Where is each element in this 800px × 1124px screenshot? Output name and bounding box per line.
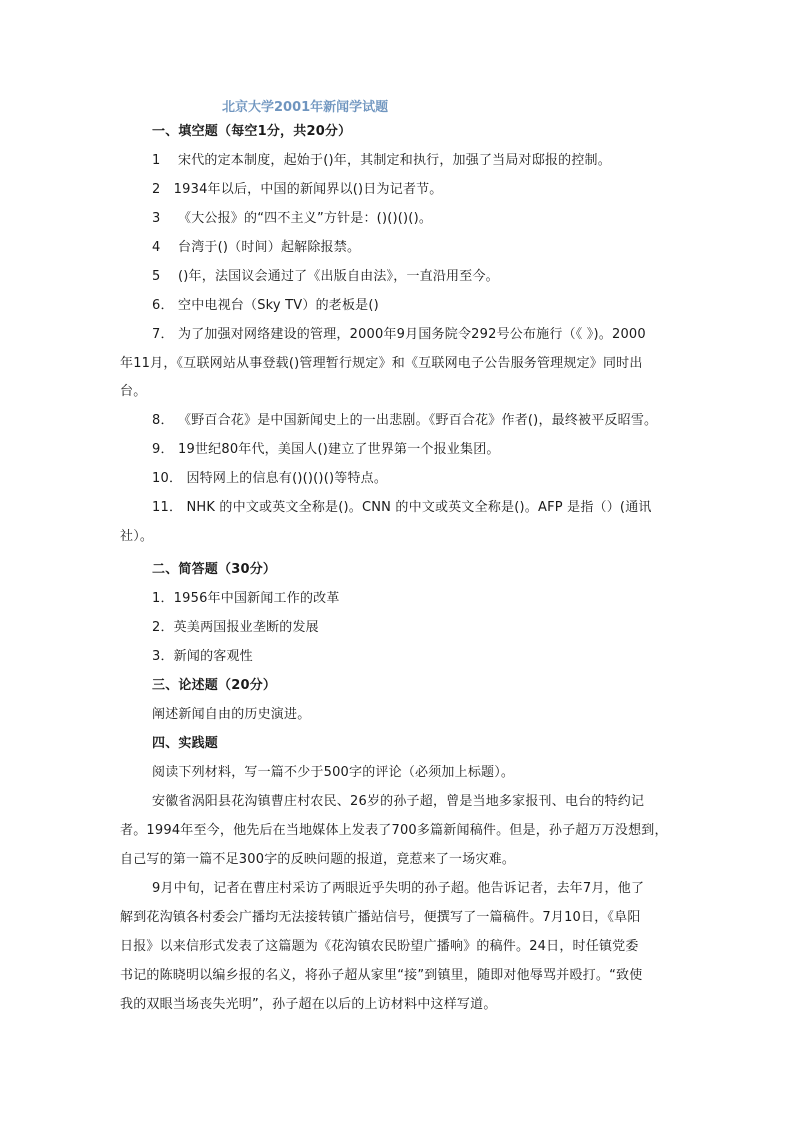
paragraph-line: 解到花沟镇各村委会广播均无法接转镇广播站信号，便撰写了一篇稿件。7月10日，《阜阳 — [120, 910, 641, 925]
question-item: 7． 为了加强对网络建设的管理，2000年9月国务院令292号公布施行（《 》)。2000 — [152, 327, 646, 342]
paragraph-line: 自己写的第一篇不足300字的反映问题的报道，竟惹来了一场灾难。 — [120, 852, 516, 867]
paragraph-line: 日报》以来信形式发表了这篇题为《花沟镇农民盼望广播响》的稿件。24日，时任镇党委 — [120, 939, 639, 954]
section-heading-essay: 三、论述题（20分） — [152, 678, 277, 693]
section-heading-short-answer: 二、简答题（30分） — [152, 562, 277, 577]
question-item: 阐述新闻自由的历史演进。 — [152, 707, 311, 722]
question-item-continued: 社）。 — [120, 529, 154, 544]
question-item: 2 1934年以后，中国的新闻界以()日为记者节。 — [152, 182, 443, 197]
question-item: 9． 19世纪80年代，美国人()建立了世界第一个报业集团。 — [152, 442, 500, 457]
question-item-continued: 年11月，《互联网站从事登载()管理暂行规定》和《互联网电子公告服务管理规定》同时出 — [120, 356, 643, 371]
question-item: 5 ()年，法国议会通过了《出版自由法》，一直沿用至今。 — [152, 269, 499, 284]
section-heading-fill-in: 一、填空题（每空1分，共20分） — [152, 124, 352, 139]
question-item: 1 宋代的定本制度，起始于()年，其制定和执行，加强了当局对邸报的控制。 — [152, 153, 611, 168]
document-title: 北京大学2001年新闻学试题 — [222, 100, 389, 115]
paragraph-line: 阅读下列材料，写一篇不少于500字的评论（必须加上标题）。 — [152, 765, 515, 780]
question-item: 2．英美两国报业垄断的发展 — [152, 620, 319, 635]
paragraph-line: 书记的陈晓明以编乡报的名义，将孙子超从家里“接”到镇里，随即对他辱骂并殴打。“致使 — [120, 968, 643, 983]
question-item: 4 台湾于()（时间）起解除报禁。 — [152, 240, 361, 255]
paragraph-line: 安徽省涡阳县花沟镇曹庄村农民、26岁的孙子超，曾是当地多家报刊、电台的特约记 — [152, 794, 645, 809]
paragraph-line: 我的双眼当场丧失光明”，孙子超在以后的上访材料中这样写道。 — [120, 997, 497, 1012]
paragraph-line: 者。1994年至今，他先后在当地媒体上发表了700多篇新闻稿件。但是，孙子超万万没想到， — [120, 823, 668, 838]
question-item: 3 《大公报》的“四不主义”方针是：()()()()。 — [152, 211, 433, 226]
question-item: 3．新闻的客观性 — [152, 649, 253, 664]
question-item: 1．1956年中国新闻工作的改革 — [152, 591, 340, 606]
question-item: 10． 因特网上的信息有()()()()等特点。 — [152, 471, 388, 486]
section-heading-practice: 四、实践题 — [152, 736, 219, 751]
question-item: 8． 《野百合花》是中国新闻史上的一出悲剧。《野百合花》作者()，最终被平反昭雪。 — [152, 413, 658, 428]
paragraph-line: 9月中旬，记者在曹庄村采访了两眼近乎失明的孙子超。他告诉记者，去年7月，他了 — [152, 881, 645, 896]
question-item-continued: 台。 — [120, 384, 147, 399]
question-item: 6． 空中电视台（Sky TV）的老板是() — [152, 298, 379, 313]
question-item: 11． NHK 的中文或英文全称是()。CNN 的中文或英文全称是()。AFP 是指（）(通讯 — [152, 500, 652, 515]
